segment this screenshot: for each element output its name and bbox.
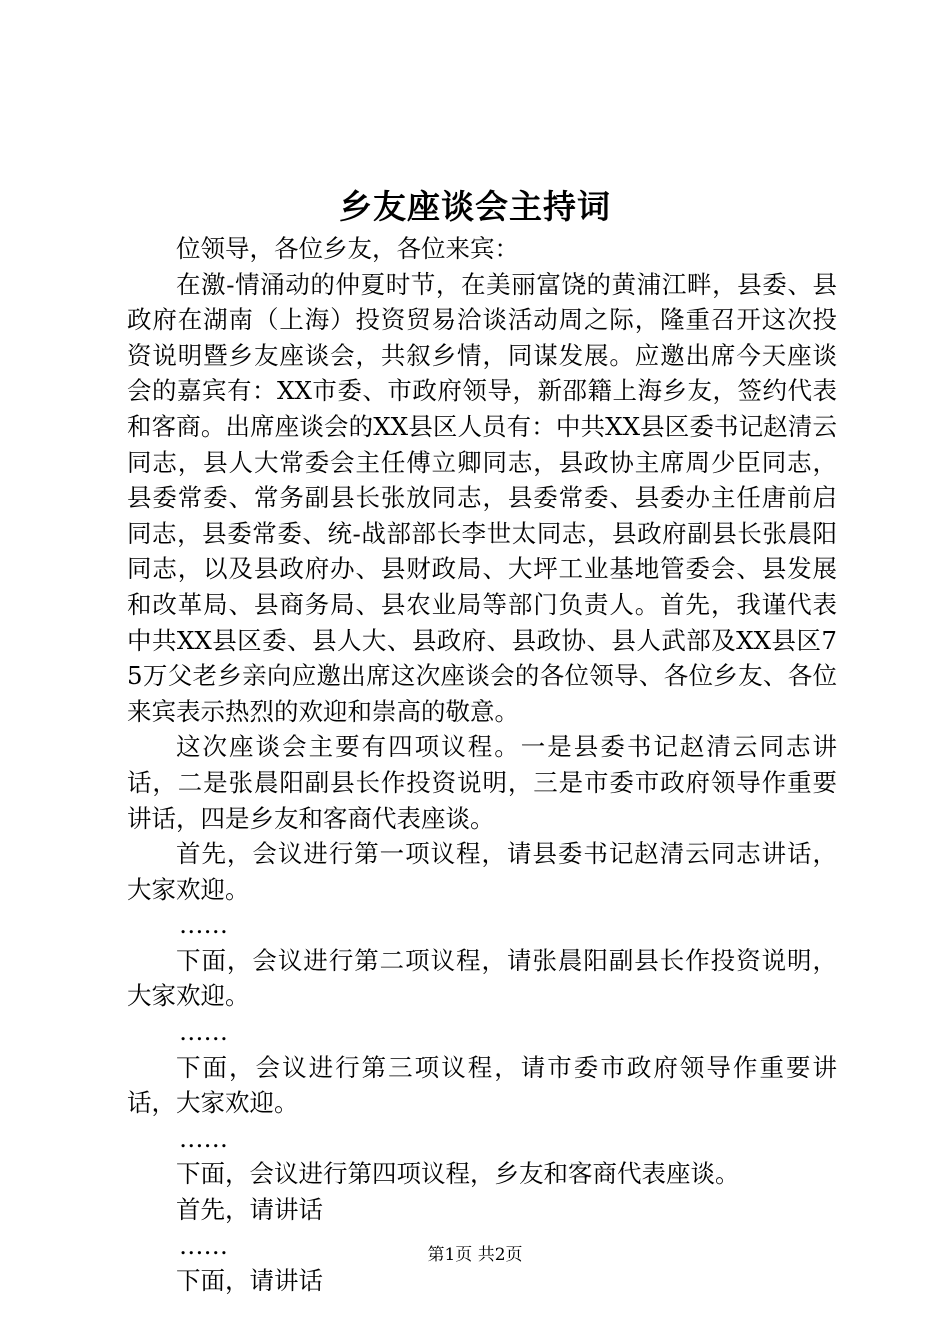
ellipsis-line: …… [179, 1230, 228, 1260]
agenda-item-1-paragraph: 首先，会议进行第一项议程，请县委书记赵清云同志讲话，大家欢迎。 [127, 839, 837, 904]
document-title: 乡友座谈会主持词 [339, 187, 611, 226]
ellipsis-line: …… [179, 910, 228, 940]
document-body [127, 231, 837, 1299]
next-speaker-paragraph: 下面，请讲话 [176, 1266, 323, 1296]
agenda-paragraph: 这次座谈会主要有四项议程。一是县委书记赵清云同志讲话，二是张晨阳副县长作投资说明，三是市委市政府领导作重要讲话，四是乡友和客商代表座谈。 [127, 732, 837, 833]
first-speaker-paragraph: 首先，请讲话 [176, 1195, 323, 1225]
ellipsis-line: …… [179, 1123, 228, 1153]
agenda-item-4-paragraph: 下面，会议进行第四项议程，乡友和客商代表座谈。 [176, 1159, 740, 1189]
greeting-paragraph: 位领导，各位乡友，各位来宾： [176, 234, 519, 263]
agenda-item-3-paragraph: 下面，会议进行第三项议程，请市委市政府领导作重要讲话，大家欢迎。 [127, 1052, 837, 1118]
ellipsis-line: …… [179, 1017, 228, 1047]
agenda-item-2-paragraph: 下面，会议进行第二项议程，请张晨阳副县长作投资说明，大家欢迎。 [127, 945, 837, 1011]
opening-paragraph: 在激-情涌动的仲夏时节，在美丽富饶的黄浦江畔，县委、县政府在湖南（上海）投资贸易洽谈活动周之际，隆重召开这次投资说明暨乡友座谈会，共叙乡情，同谋发展。应邀出席今天座谈会的嘉宾有：XX市委、市政府领导，新邵籍上海乡友，签约代表和客商。出席座谈会的XX县区人员有：中共XX县区委书记赵清云同志，县人大常委会主任傅立卿同志，县政协主席周少臣同志，县委常委、常务副县长张放同志，县委常委、县委办主任唐前启同志，县委常委、统-战部部长李世太同志，县政府副县长张晨阳同志，以及县政府办、县财政局、大坪工业基地管委会、县发展和改革局、县商务局、县农业局等部门负责人。首先，我谨代表中共XX县区委、县人大、县政府、县政协、县人武部及XX县区75万父老乡亲向应邀出席这次座谈会的各位领导、各位乡友、各位来宾表示热烈的欢迎和崇高的敬意。 [127, 269, 837, 726]
page-footer: 第1页 共2页 [427, 1245, 523, 1265]
